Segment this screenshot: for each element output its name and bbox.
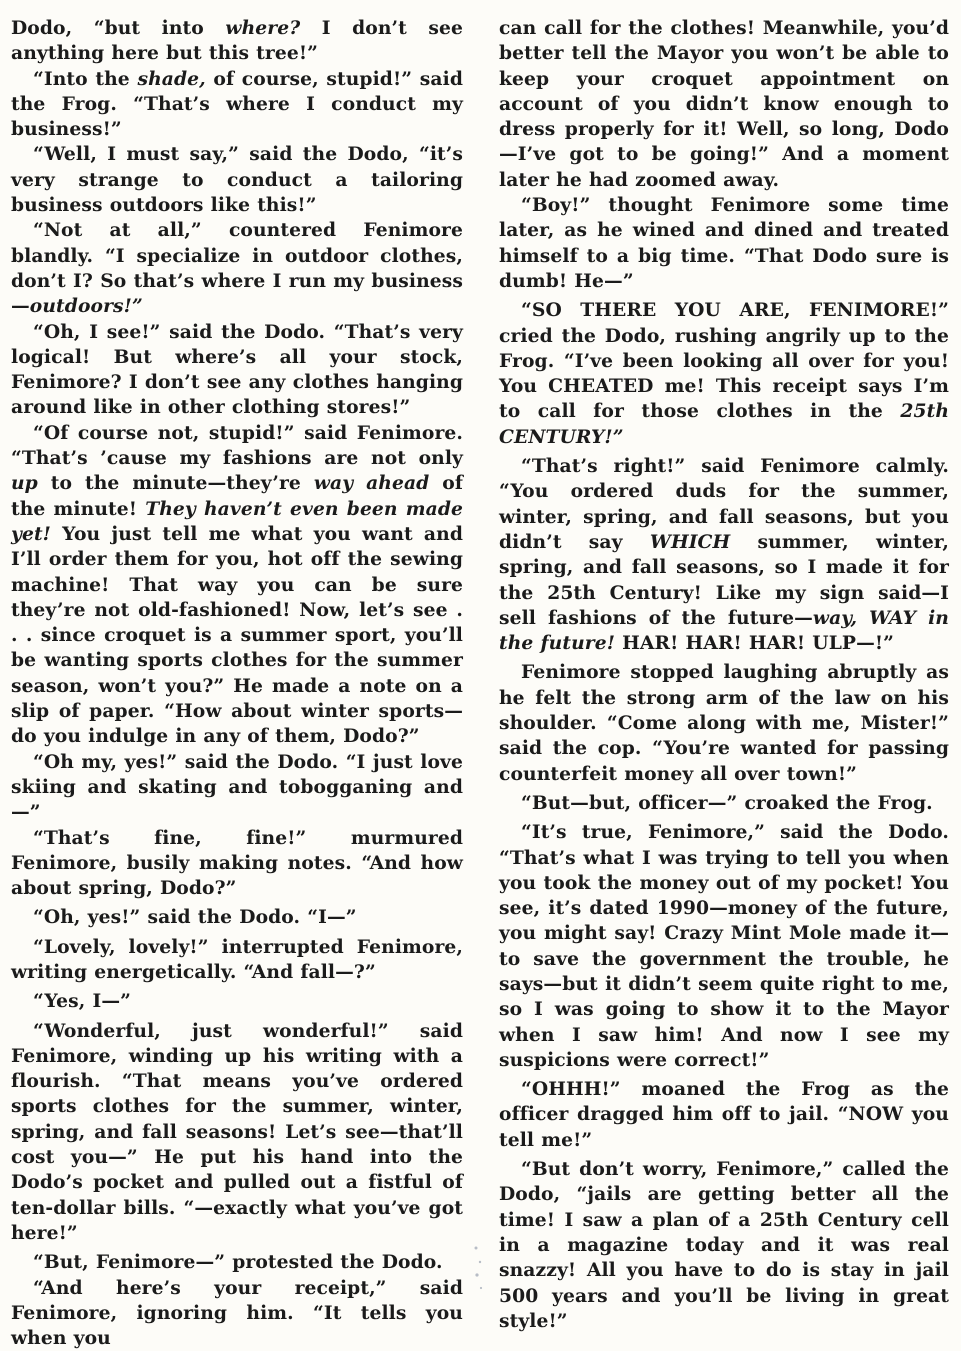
paragraph [499,660,949,786]
paragraph [11,826,463,902]
paragraph [11,16,463,67]
text-run: “But—but, officer—” croaked the Frog. [521,791,933,814]
text-run: “SO THERE YOU ARE, FENIMORE!” cried the Dodo, rushing angrily up to the Frog. “I’ve been looking all over for you! You CHEATED me! This receipt says I’m to call for those clothes in the [499,299,949,423]
text-run: Fenimore stopped laughing abruptly as he felt the strong arm of the law on his shoulder. “Come along with me, Mister!” said the cop. “You’re wanted for passing counterfeit money all over town!” [499,661,949,785]
italic-text-run: They haven’t even been made yet! [11,497,463,545]
paragraph [11,1019,463,1247]
text-run: “OHHH!” moaned the Frog as the officer dragged him off to jail. “NOW you tell me!” [499,1078,949,1151]
text-run: “Not at all,” countered Fenimore blandly. “I specialize in outdoor clothes, don’t I? So that’s where I run my business— [11,219,463,318]
paragraph [11,1276,463,1351]
text-run: “But don’t worry, Fenimore,” called the Dodo, “jails are getting better all the time! I saw a plan of a 25th Century cell in a magazine today and it was real snazzy! All you have to do is stay in jail 500 years and you’ll be living in great style!” [499,1158,949,1332]
paragraph [499,16,949,193]
text-column-left [11,16,463,1351]
text-run: of course, stupid!” said the Frog. “That’s where I conduct my business!” [11,67,463,141]
paragraph [11,935,463,986]
text-run: “But, Fenimore—” protested the Dodo. [33,1251,443,1274]
paragraph [11,67,463,143]
text-run: “Well, I must say,” said the Dodo, “it’s very strange to conduct a tailoring business outdoors like this!” [11,143,463,217]
text-column-right [499,16,949,1334]
text-run: summer, winter, spring, and fall seasons, so I made it for the 25th Century! Like my sign said—I sell fashions of the future— [499,530,950,629]
text-run: “That’s fine, fine!” murmured Fenimore, busily making notes. “And how about spring, Dodo?” [11,826,463,900]
text-run: “Into the [33,67,138,90]
text-run: “Lovely, lovely!” interrupted Fenimore, writing energetically. “And fall—?” [11,935,463,983]
italic-text-run: where? [225,17,301,39]
paragraph [11,1250,463,1275]
paragraph [499,298,949,450]
paragraph [499,193,949,294]
text-run: “And here’s your receipt,” said Fenimore, ignoring him. “It tells you when you [11,1276,463,1350]
italic-text-run: way ahead [313,472,430,495]
text-run: of the minute! [11,472,463,520]
text-run: “Wonderful, just wonderful!” said Fenimore, winding up his writing with a flourish. “That means you’ve ordered sports clothes for the summer, winter, spring, and fall seasons! Let’s see—that’ll cost you—” He put his hand into the Dodo’s pocket and pulled out a fistful of ten-dollar bills. “—exactly what you’ve got here!” [11,1019,463,1244]
text-run: “Oh, I see!” said the Dodo. “That’s very logical! But where’s all your stock, Fenimore? I don’t see any clothes hanging around like in other clothing stores!” [11,320,463,419]
italic-text-run: WHICH [649,530,731,553]
text-run: Dodo, “but into [11,17,226,39]
italic-text-run: up [11,472,38,495]
paragraph [11,905,463,930]
italic-text-run: shade, [137,67,206,90]
text-run: can call for the clothes! Meanwhile, you’d better tell the Mayor you won’t be able to keep your croquet appointment on account of you didn’t know enough to dress properly for it! Well, so long, Dodo—I’ve got to be going!” And a moment later he had zoomed away. [499,17,949,191]
text-run: “Oh, yes!” said the Dodo. “I—” [33,906,357,929]
paragraph [11,989,463,1014]
paragraph [499,820,949,1073]
italic-text-run: way, WAY in the future! [499,606,949,655]
paragraph [11,142,463,218]
paragraph [499,454,949,656]
text-run: “Yes, I—” [33,990,131,1013]
text-run: I don’t see anything here but this tree!” [11,17,463,65]
text-run: “Of course not, stupid!” said Fenimore. “That’s ’cause my fashions are not only [11,421,463,470]
text-run: “Oh my, yes!” said the Dodo. “I just love skiing and skating and tobogganing and—” [11,750,463,824]
italic-text-run: 25th CENTURY!” [499,400,949,448]
paragraph [11,421,463,750]
text-run: “It’s true, Fenimore,” said the Dodo. “That’s what I was trying to tell you when you took the money out of my pocket! You see, it’s dated 1990—money of the future, you might say! Crazy Mint Mole made it—to save the government the trouble, he says—but it didn’t seem quite right to me, so I was going to show it to the Mayor when I saw him! And now I see my suspicions were correct!” [499,821,949,1071]
text-run: “Boy!” thought Fenimore some time later, as he wined and dined and treated himself to a big time. “That Dodo sure is dumb! He—” [499,194,949,292]
paragraph [499,1077,949,1153]
text-run: “That’s right!” said Fenimore calmly. “You ordered duds for the summer, winter, spring, and fall seasons, but you didn’t say [499,455,949,553]
ink-smudge [470,1240,488,1300]
paragraph [499,791,949,816]
text-run: HAR! HAR! HAR! ULP—!” [615,632,895,655]
italic-text-run: outdoors!” [29,295,143,318]
text-run: to the minute—they’re [37,472,314,495]
paragraph [11,218,463,319]
paragraph [499,1157,949,1334]
paragraph [11,320,463,421]
paragraph [11,750,463,826]
text-run: You just tell me what you want and I’ll order them for you, hot off the sewing machine! That way you can be sure they’re not old-fashioned! Now, let’s see . . . since croquet is a summer sport, you’ll be wanting sports clothes for the summer season, won’t you?” He made a note on a slip of paper. “How about winter sports—do you indulge in any of them, Dodo?” [11,522,463,748]
